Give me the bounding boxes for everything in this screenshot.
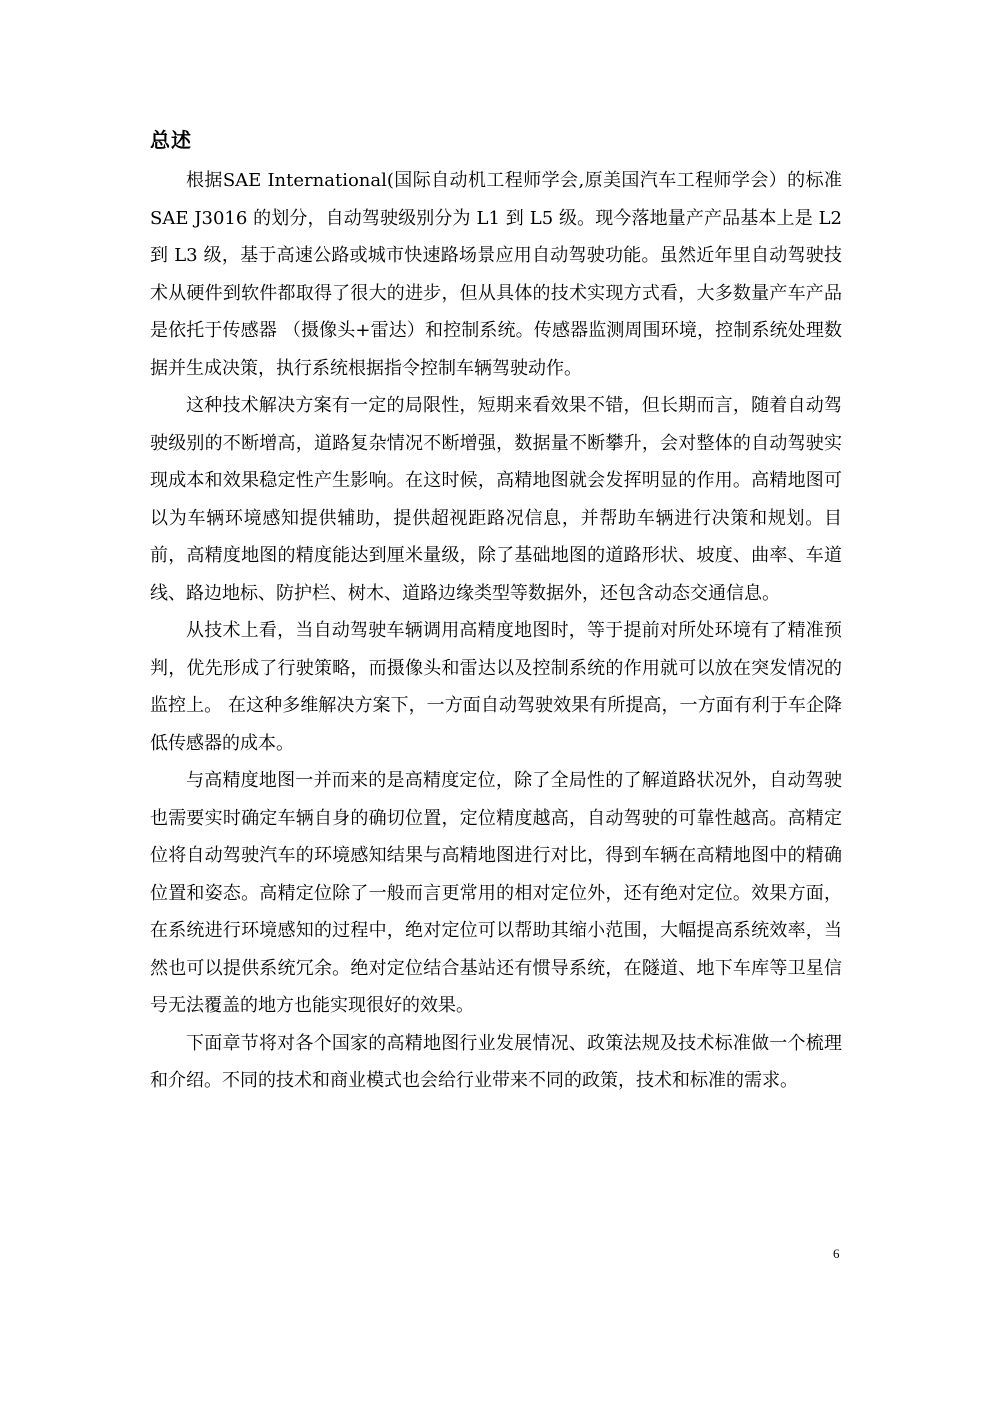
- page-number: 6: [833, 1246, 840, 1261]
- paragraph-3: 从技术上看，当自动驾驶车辆调用高精度地图时，等于提前对所处环境有了精准预判，优先形成了行驶策略，而摄像头和雷达以及控制系统的作用就可以放在突发情况的监控上。 在这种多维解决方案下，一方面自动驾驶效果有所提高，一方面有利于车企降低传感器的成本。: [150, 620, 842, 754]
- paragraph-5: 下面章节将对各个国家的高精地图行业发展情况、政策法规及技术标准做一个梳理和介绍。不同的技术和商业模式也会给行业带来不同的政策，技术和标准的需求。: [150, 1032, 842, 1091]
- section-heading: 总述: [150, 128, 192, 152]
- paragraph-4: 与高精度地图一并而来的是高精度定位，除了全局性的了解道路状况外，自动驾驶也需要实时确定车辆自身的确切位置，定位精度越高，自动驾驶的可靠性越高。高精定位将自动驾驶汽车的环境感知结果与高精地图进行对比，得到车辆在高精地图中的精确位置和姿态。高精定位除了一般而言更常用的相对定位外，还有绝对定位。效果方面，在系统进行环境感知的过程中，绝对定位可以帮助其缩小范围，大幅提高系统效率，当然也可以提供系统冗余。绝对定位结合基站还有惯导系统，在隧道、地下车库等卫星信号无法覆盖的地方也能实现很好的效果。: [150, 770, 842, 1016]
- paragraph-2: 这种技术解决方案有一定的局限性，短期来看效果不错，但长期而言，随着自动驾驶级别的不断增高，道路复杂情况不断增强，数据量不断攀升，会对整体的自动驾驶实现成本和效果稳定性产生影响。在这时候，高精地图就会发挥明显的作用。高精地图可以为车辆环境感知提供辅助，提供超视距路况信息，并帮助车辆进行决策和规划。目前，高精度地图的精度能达到厘米量级，除了基础地图的道路形状、坡度、曲率、车道线、路边地标、防护栏、树木、道路边缘类型等数据外，还包含动态交通信息。: [150, 395, 842, 604]
- body-text: [150, 162, 842, 1100]
- paragraph-1: 根据SAE International(国际自动机工程师学会,原美国汽车工程师学会）的标准 SAE J3016 的划分，自动驾驶级别分为 L1 到 L5 级。现今落地量产产品基本上是 L2 到 L3 级，基于高速公路或城市快速路场景应用自动驾驶功能。虽然近年里自动驾驶技术从硬件到软件都取得了很大的进步，但从具体的技术实现方式看，大多数量产车产品是依托于传感器 （摄像头+雷达）和控制系统。传感器监测周围环境，控制系统处理数据并生成决策，执行系统根据指令控制车辆驾驶动作。: [150, 170, 842, 379]
